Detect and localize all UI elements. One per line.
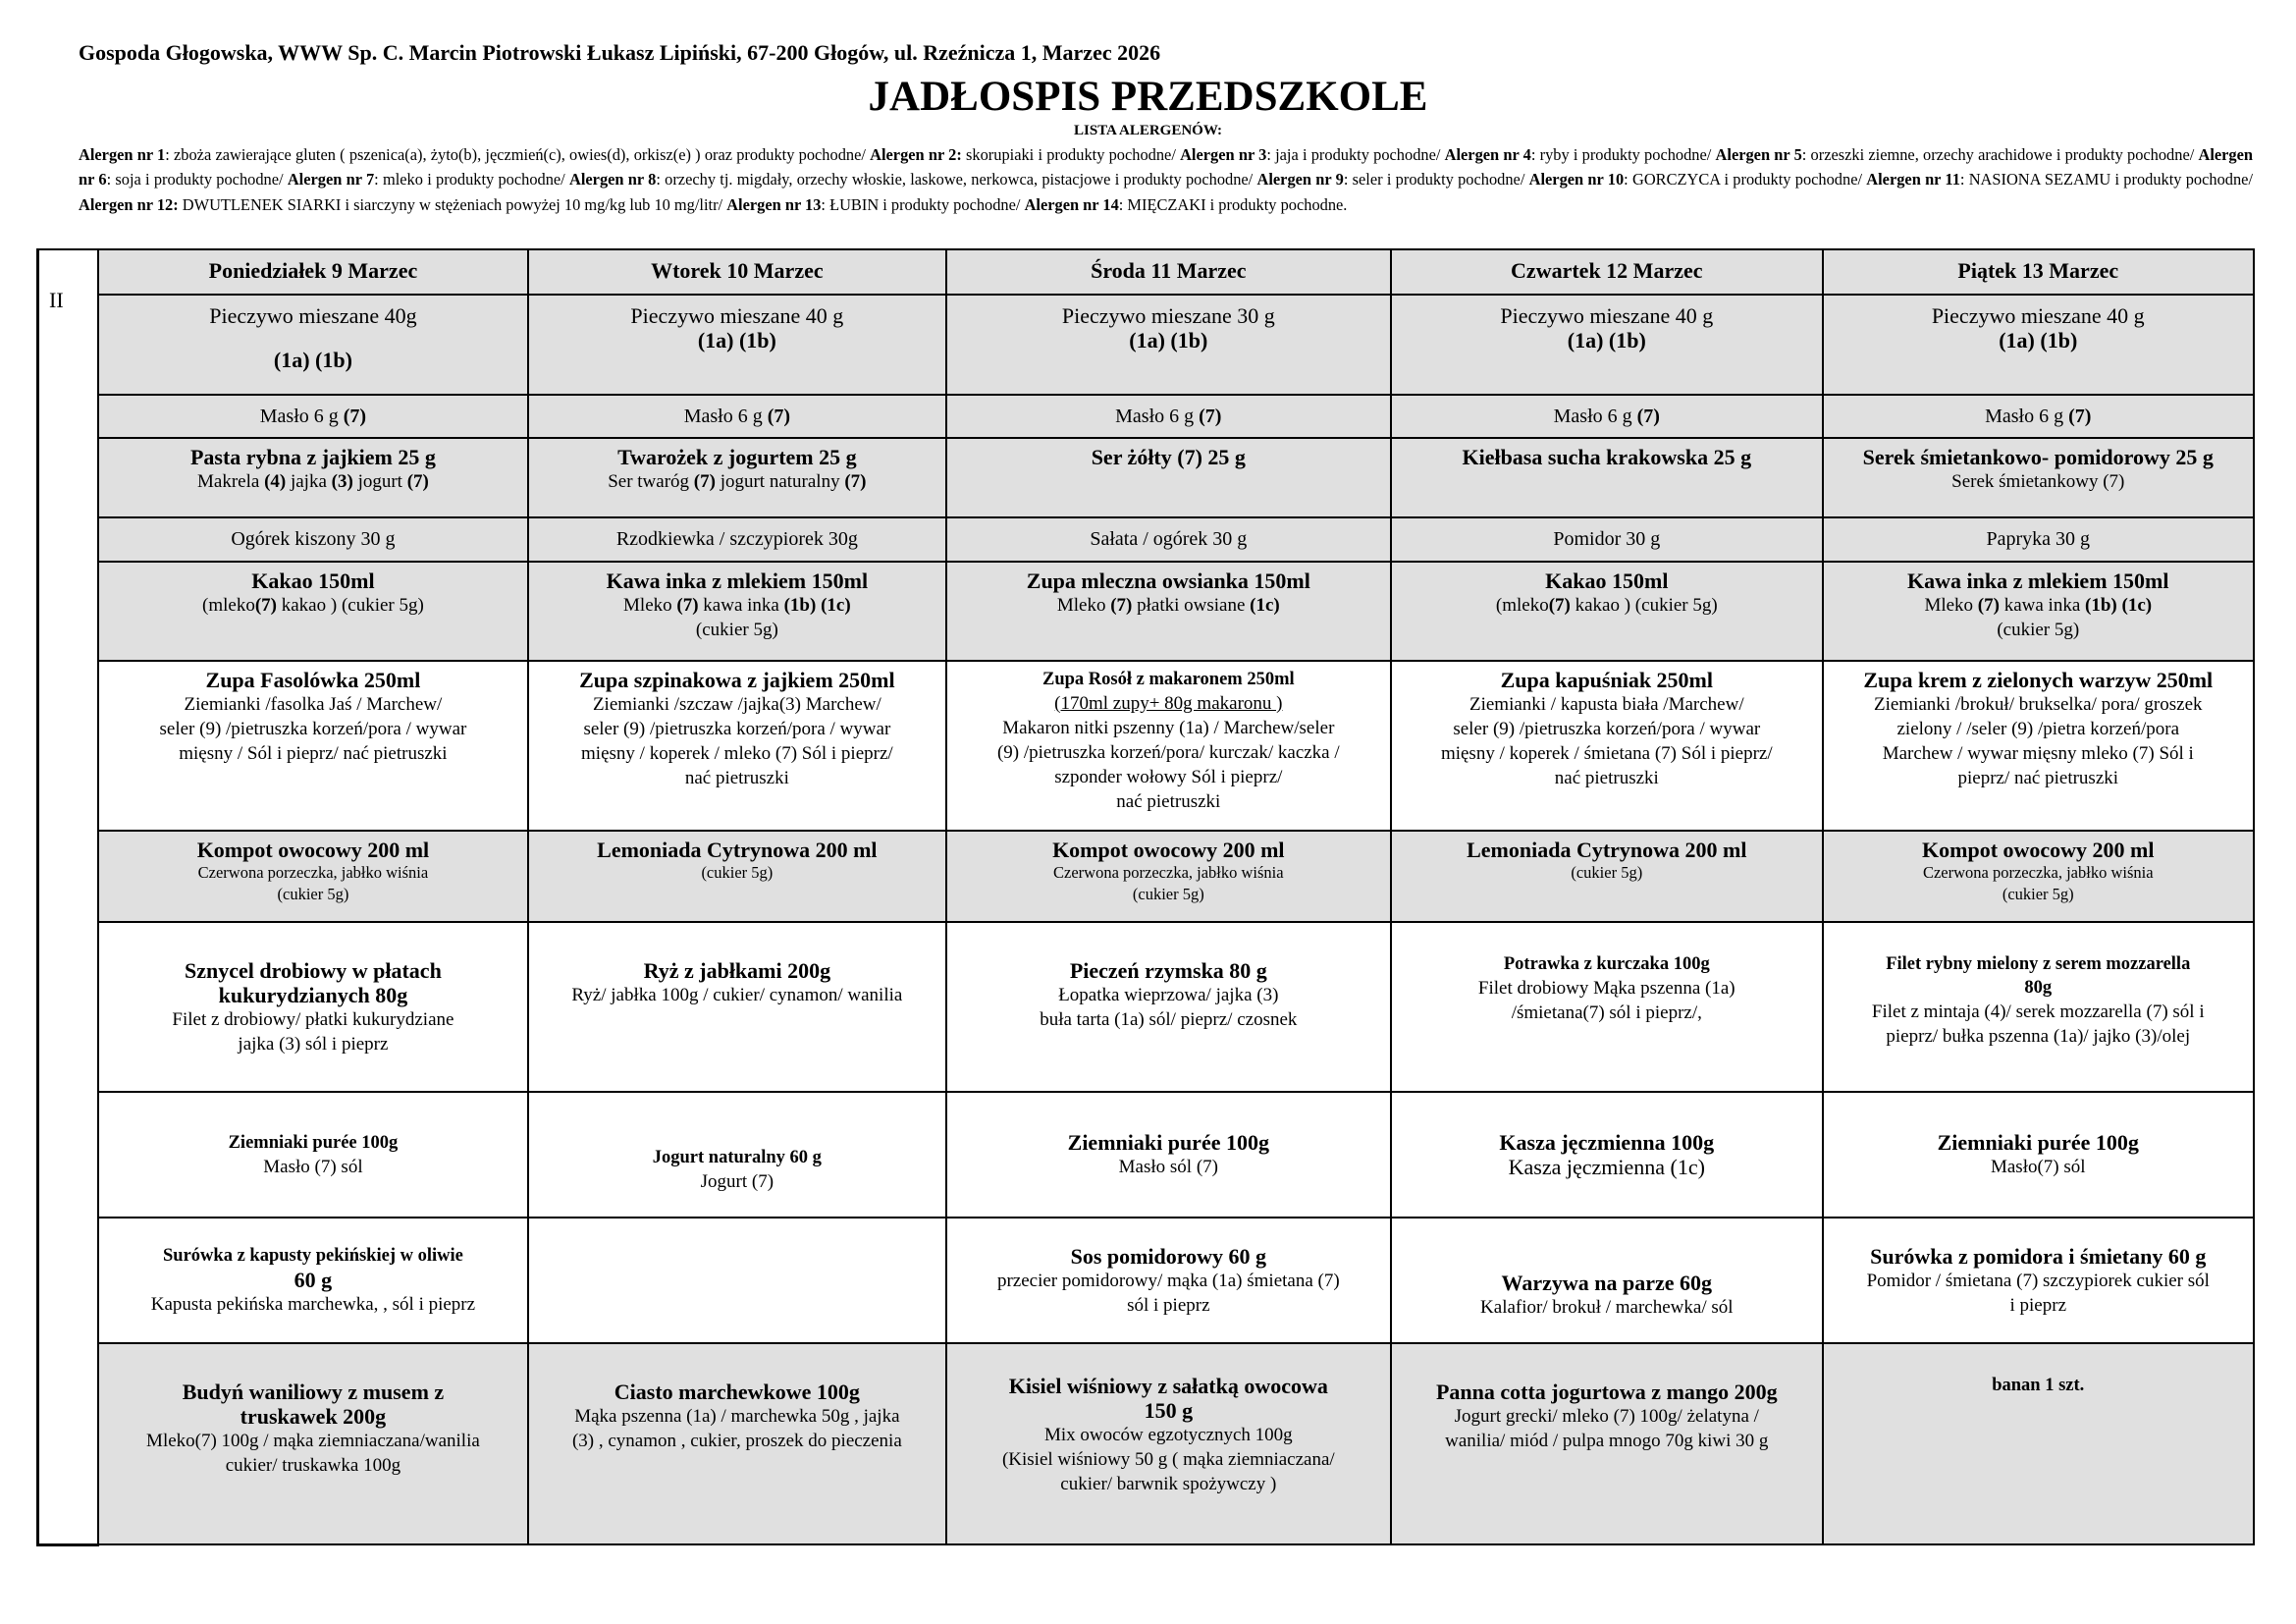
bread-allergen: (1a) (1b) <box>697 328 776 352</box>
bread-cell <box>98 295 528 395</box>
salad-cell: Surówka z pomidora i śmietany 60 g Pomidor / śmietana (7) szczypiorek cukier sól i pieprz <box>1823 1218 2254 1343</box>
compote-cell: Kompot owocowy 200 ml Czerwona porzeczka, jabłko wiśnia (cukier 5g) <box>98 831 528 922</box>
allergen-text: : mleko i produkty pochodne/ <box>374 170 569 189</box>
allergen-label: Alergen nr 5 <box>1715 145 1802 164</box>
spread-title: Serek śmietankowo- pomidorowy 25 g <box>1862 445 2214 469</box>
allergen-text: : MIĘCZAKI i produkty pochodne. <box>1118 194 1348 214</box>
main-dish-cell: Pieczeń rzymska 80 g Łopatka wieprzowa/ jajka (3) buła tarta (1a) sól/ pieprz/ czosnek <box>946 922 1392 1092</box>
bread-name: Pieczywo mieszane 40 g <box>630 303 844 328</box>
bread-name: Pieczywo mieszane 40 g <box>1500 303 1714 328</box>
allergen-label: Alergen nr 3 <box>1180 145 1267 164</box>
butter-text: Masło 6 g <box>1553 405 1637 427</box>
day-header: Poniedziałek 9 Marzec <box>98 249 528 295</box>
salad-cell: Warzywa na parze 60g Kalafior/ brokuł / marchewka/ sól <box>1391 1218 1822 1343</box>
allergen-label: Alergen nr 9 <box>1256 170 1344 189</box>
salad-cell: Sos pomidorowy 60 g przecier pomidorowy/ mąka (1a) śmietana (7) sól i pieprz <box>946 1218 1392 1343</box>
butter-allergen: (7) <box>1199 405 1222 427</box>
drink-cell: Kawa inka z mlekiem 150ml Mleko (7) kawa inka (1b) (1c) (cukier 5g) <box>1823 562 2254 661</box>
butter-allergen: (7) <box>2068 405 2092 427</box>
allergen-text: DWUTLENEK SIARKI i siarczyny w stężeniach powyżej 10 mg/kg lub 10 mg/litr/ <box>178 194 727 214</box>
soup-title: Zupa Fasolówka 250ml <box>205 668 421 692</box>
main-dish-cell: Potrawka z kurczaka 100g Filet drobiowy Mąka pszenna (1a) /śmietana(7) sól i pieprz/, <box>1391 922 1822 1092</box>
day-header: Wtorek 10 Marzec <box>528 249 945 295</box>
compote-title: Kompot owocowy 200 ml <box>196 838 430 862</box>
allergen-label: Alergen nr 14 <box>1024 194 1119 214</box>
allergen-text: : NASIONA SEZAMU i produkty pochodne/ <box>1959 170 2254 189</box>
spread-title: Pasta rybna z jajkiem 25 g <box>189 445 436 469</box>
soup-title: Zupa szpinakowa z jajkiem 250ml <box>579 668 895 692</box>
compote-cell: Lemoniada Cytrynowa 200 ml (cukier 5g) <box>528 831 945 922</box>
compote-cell: Kompot owocowy 200 ml Czerwona porzeczka, jabłko wiśnia (cukier 5g) <box>946 831 1392 922</box>
drink-cell: Kawa inka z mlekiem 150ml Mleko (7) kawa inka (1b) (1c) (cukier 5g) <box>528 562 945 661</box>
side-cell: Jogurt naturalny 60 g Jogurt (7) <box>528 1092 945 1218</box>
allergen-text: : soja i produkty pochodne/ <box>106 170 288 189</box>
company-header: Gospoda Głogowska, WWW Sp. C. Marcin Piotrowski Łukasz Lipiński, 67-200 Głogów, ul. Rzeźnicza 1, Marzec 2026 <box>79 40 1161 65</box>
spread-title: Twarożek z jogurtem 25 g <box>617 445 857 469</box>
soup-title: Zupa krem z zielonych warzyw 250ml <box>1863 668 2214 692</box>
spread-desc: Serek śmietankowy (7) <box>1951 471 2125 492</box>
bread-allergen: (1a) (1b) <box>1129 328 1208 352</box>
bread-allergen: (1a) (1b) <box>1567 328 1646 352</box>
veg-cell: Pomidor 30 g <box>1391 517 1822 562</box>
soup-title: Zupa kapuśniak 250ml <box>1500 668 1713 692</box>
allergen-text: : jaja i produkty pochodne/ <box>1266 145 1445 164</box>
week-label: II <box>38 249 98 1544</box>
compote-cell: Kompot owocowy 200 ml Czerwona porzeczka, jabłko wiśnia (cukier 5g) <box>1823 831 2254 922</box>
spread-cell <box>946 438 1392 517</box>
allergen-label: Alergen nr 8 <box>569 170 657 189</box>
butter-text: Masło 6 g <box>683 405 768 427</box>
allergen-list <box>79 142 2253 217</box>
drink-title: Kakao 150ml <box>1545 568 1669 593</box>
bread-cell <box>946 295 1392 395</box>
allergen-label: Alergen nr 1 <box>79 145 166 164</box>
allergen-label: Alergen nr 6 <box>79 145 2254 189</box>
soup-cell: Zupa szpinakowa z jajkiem 250ml Ziemianki /szczaw /jajka(3) Marchew/ seler (9) /pietruszka korzeń/pora / wywar mięsny / koperek / mleko (7) Sól i pieprz/ nać pietruszki <box>528 661 945 831</box>
side-cell: Ziemniaki purée 100g Masło sól (7) <box>946 1092 1392 1218</box>
allergen-text: : orzechy tj. migdały, orzechy włoskie, laskowe, nerkowca, pistacjowe i produkty pochodne/ <box>656 170 1257 189</box>
day-header: Czwartek 12 Marzec <box>1391 249 1822 295</box>
veg-cell: Sałata / ogórek 30 g <box>946 517 1392 562</box>
menu-table <box>36 248 2255 1546</box>
allergen-text: skorupiaki i produkty pochodne/ <box>961 145 1181 164</box>
allergen-list-title: LISTA ALERGENÓW: <box>1073 123 1223 138</box>
bread-cell <box>1823 295 2254 395</box>
bread-name: Pieczywo mieszane 40g <box>209 303 417 328</box>
soup-cell: Zupa Fasolówka 250ml Ziemianki /fasolka Jaś / Marchew/ seler (9) /pietruszka korzeń/pora / wywar mięsny / Sól i pieprz/ nać pietruszki <box>98 661 528 831</box>
allergen-text: : seler i produkty pochodne/ <box>1343 170 1529 189</box>
butter-allergen: (7) <box>767 405 791 427</box>
side-cell: Kasza jęczmienna 100g Kasza jęczmienna (1c) <box>1391 1092 1822 1218</box>
main-dish-cell: Ryż z jabłkami 200g Ryż/ jabłka 100g / cukier/ cynamon/ wanilia <box>528 922 945 1092</box>
salad-cell <box>528 1218 945 1343</box>
spread-cell <box>1391 438 1822 517</box>
allergen-label: Alergen nr 11 <box>1866 170 1960 189</box>
butter-cell <box>1391 395 1822 438</box>
compote-title: Kompot owocowy 200 ml <box>1922 838 2155 862</box>
main-dish-cell: Sznycel drobiowy w płatach kukurydzianych 80g Filet z drobiowy/ płatki kukurydziane jajka (3) sól i pieprz <box>98 922 528 1092</box>
compote-cell: Lemoniada Cytrynowa 200 ml (cukier 5g) <box>1391 831 1822 922</box>
drink-title: Kawa inka z mlekiem 150ml <box>1907 568 2169 593</box>
soup-cell: Zupa kapuśniak 250ml Ziemianki / kapusta biała /Marchew/ seler (9) /pietruszka korzeń/pora / wywar mięsny / koperek / śmietana (7) Sól i pieprz/ nać pietruszki <box>1391 661 1822 831</box>
dessert-cell: banan 1 szt. <box>1823 1343 2254 1544</box>
day-header: Piątek 13 Marzec <box>1823 249 2254 295</box>
allergen-label: Alergen nr 7 <box>287 170 375 189</box>
bread-name: Pieczywo mieszane 40 g <box>1931 303 2145 328</box>
butter-cell <box>98 395 528 438</box>
butter-cell <box>1823 395 2254 438</box>
drink-title: Kawa inka z mlekiem 150ml <box>606 568 869 593</box>
spread-cell: Pasta rybna z jajkiem 25 g Makrela (4) jajka (3) jogurt (7) <box>98 438 528 517</box>
bread-name: Pieczywo mieszane 30 g <box>1061 303 1275 328</box>
dessert-cell: Budyń waniliowy z musem z truskawek 200g Mleko(7) 100g / mąka ziemniaczana/wanilia cukier/ truskawka 100g <box>98 1343 528 1544</box>
veg-cell: Rzodkiewka / szczypiorek 30g <box>528 517 945 562</box>
soup-cell: Zupa Rosół z makaronem 250ml (170ml zupy+ 80g makaronu ) Makaron nitki pszenny (1a) / Marchew/seler (9) /pietruszka korzeń/pora/ kurczak/ kaczka / szponder wołowy Sól i pieprz/ nać pietruszki <box>946 661 1392 831</box>
butter-allergen: (7) <box>343 405 367 427</box>
drink-cell: Zupa mleczna owsianka 150ml Mleko (7) płatki owsiane (1c) <box>946 562 1392 661</box>
drink-title: Kakao 150ml <box>251 568 375 593</box>
veg-cell: Ogórek kiszony 30 g <box>98 517 528 562</box>
allergen-label: Alergen nr 13 <box>726 194 822 214</box>
veg-cell: Papryka 30 g <box>1823 517 2254 562</box>
butter-text: Masło 6 g <box>259 405 344 427</box>
dessert-cell: Ciasto marchewkowe 100g Mąka pszenna (1a) / marchewka 50g , jajka (3) , cynamon , cukier, proszek do pieczenia <box>528 1343 945 1544</box>
drink-cell: Kakao 150ml (mleko(7) kakao ) (cukier 5g) <box>1391 562 1822 661</box>
compote-title: Lemoniada Cytrynowa 200 ml <box>597 838 878 862</box>
butter-text: Masło 6 g <box>1985 405 2069 427</box>
allergen-text: : orzeszki ziemne, orzechy arachidowe i produkty pochodne/ <box>1801 145 2199 164</box>
spread-cell <box>1823 438 2254 517</box>
soup-title: Zupa Rosół z makaronem 250ml <box>1042 670 1295 689</box>
drink-cell: Kakao 150ml (mleko(7) kakao ) (cukier 5g) <box>98 562 528 661</box>
soup-cell: Zupa krem z zielonych warzyw 250ml Ziemianki /brokuł/ brukselka/ pora/ groszek zielony / /seler (9) /pietra korzeń/pora Marchew / wywar mięsny mleko (7) Sól i pieprz/ nać pietruszki <box>1823 661 2254 831</box>
day-header: Środa 11 Marzec <box>946 249 1392 295</box>
butter-text: Masło 6 g <box>1115 405 1200 427</box>
page-title: JADŁOSPIS PRZEDSZKOLE <box>868 74 1428 120</box>
dessert-cell: Panna cotta jogurtowa z mango 200g Jogurt grecki/ mleko (7) 100g/ żelatyna / wanilia/ miód / pulpa mnogo 70g kiwi 30 g <box>1391 1343 1822 1544</box>
drink-title: Zupa mleczna owsianka 150ml <box>1026 568 1310 593</box>
side-cell: Ziemniaki purée 100g Masło (7) sól <box>98 1092 528 1218</box>
main-dish-cell: Filet rybny mielony z serem mozzarella 80g Filet z mintaja (4)/ serek mozzarella (7) sól i pieprz/ bułka pszenna (1a)/ jajko (3)/olej <box>1823 922 2254 1092</box>
allergen-label: Alergen nr 10 <box>1528 170 1625 189</box>
allergen-text: : GORCZYCA i produkty pochodne/ <box>1624 170 1867 189</box>
allergen-text: : zboża zawierające gluten ( pszenica(a), żyto(b), jęczmień(c), owies(d), orkisz(e) ) oraz produkty pochodne/ <box>165 145 871 164</box>
spread-title: Kiełbasa sucha krakowska 25 g <box>1462 445 1752 469</box>
bread-allergen: (1a) (1b) <box>1999 328 2078 352</box>
spread-title: Ser żółty (7) 25 g <box>1091 445 1246 469</box>
allergen-label: Alergen nr 4 <box>1444 145 1531 164</box>
spread-cell: Twarożek z jogurtem 25 g Ser twaróg (7) jogurt naturalny (7) <box>528 438 945 517</box>
bread-cell <box>1391 295 1822 395</box>
bread-cell <box>528 295 945 395</box>
compote-title: Lemoniada Cytrynowa 200 ml <box>1467 838 1747 862</box>
allergen-text: : ŁUBIN i produkty pochodne/ <box>821 194 1025 214</box>
dessert-cell: Kisiel wiśniowy z sałatką owocowa 150 g Mix owoców egzotycznych 100g (Kisiel wiśniowy 50 g ( mąka ziemniaczana/ cukier/ barwnik spożywczy ) <box>946 1343 1392 1544</box>
compote-title: Kompot owocowy 200 ml <box>1052 838 1285 862</box>
bread-allergen: (1a) (1b) <box>273 348 352 372</box>
allergen-text: : ryby i produkty pochodne/ <box>1530 145 1716 164</box>
allergen-label: Alergen nr 2: <box>870 145 962 164</box>
allergen-label: Alergen nr 12: <box>79 194 179 214</box>
salad-cell: Surówka z kapusty pekińskiej w oliwie 60 g Kapusta pekińska marchewka, , sól i pieprz <box>98 1218 528 1343</box>
side-cell: Ziemniaki purée 100g Masło(7) sól <box>1823 1092 2254 1218</box>
butter-allergen: (7) <box>1636 405 1660 427</box>
butter-cell <box>946 395 1392 438</box>
butter-cell <box>528 395 945 438</box>
